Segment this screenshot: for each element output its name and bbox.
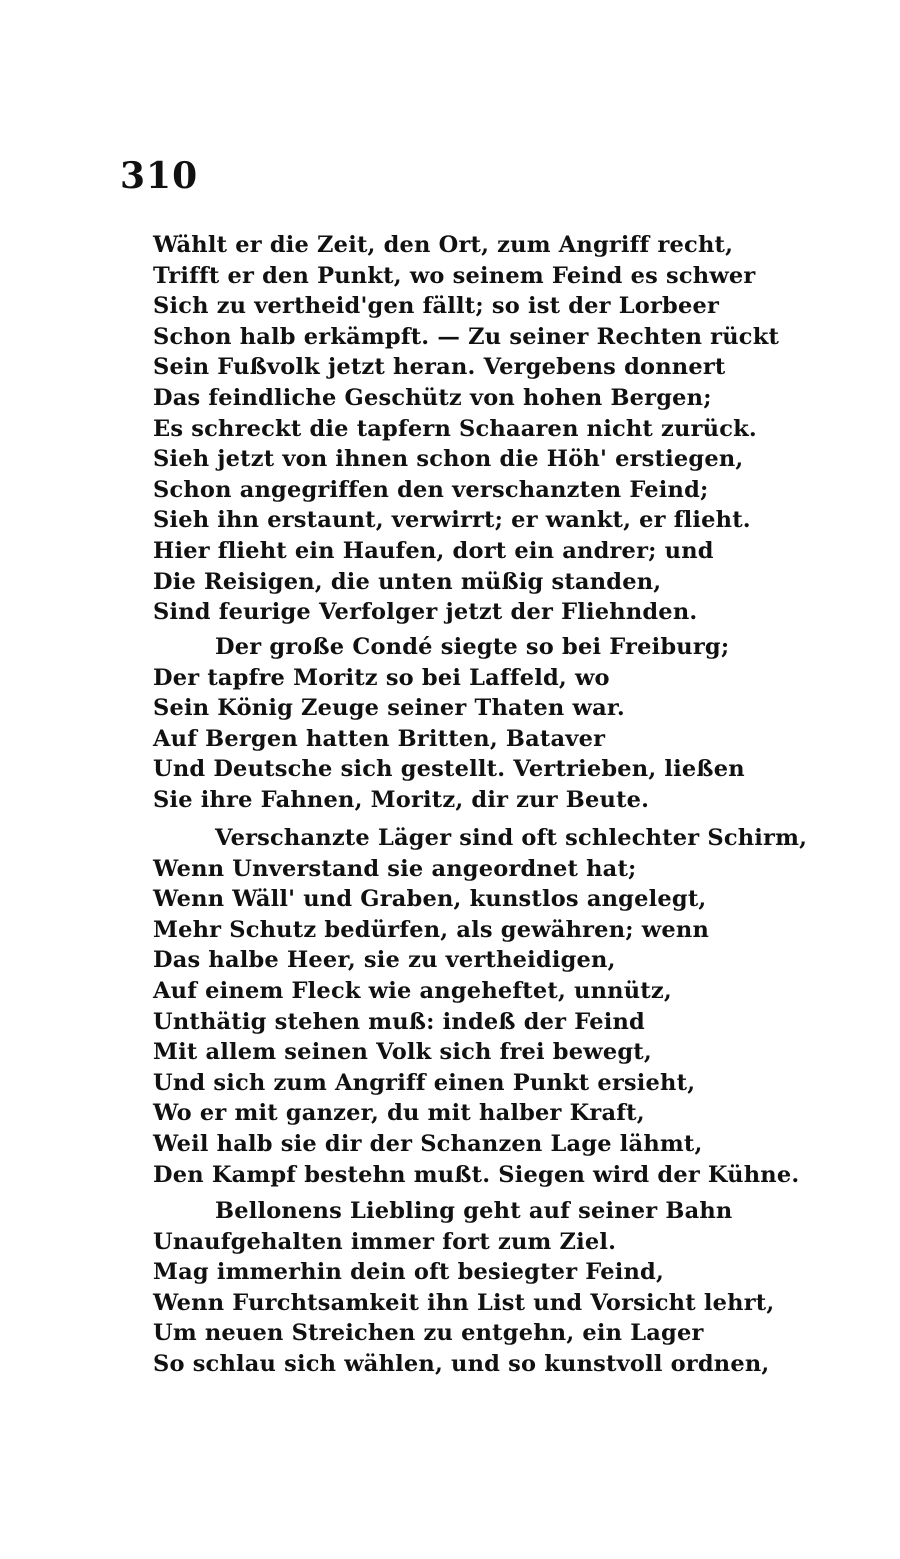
verse-line: Die Reisigen, die unten müßig standen, bbox=[153, 568, 662, 595]
verse-line: Mit allem seinen Volk sich frei bewegt, bbox=[153, 1039, 652, 1066]
verse-line: Hier flieht ein Haufen, dort ein andrer; und bbox=[153, 537, 714, 564]
verse-line: Trifft er den Punkt, wo seinem Feind es schwer bbox=[153, 262, 756, 289]
verse-line: Mehr Schutz bedürfen, als gewähren; wenn bbox=[153, 916, 709, 943]
verse-line: Schon halb erkämpft. — Zu seiner Rechten rückt bbox=[153, 323, 780, 350]
stanza-1 bbox=[153, 230, 779, 628]
verse-line: Wenn Furchtsamkeit ihn List und Vorsicht lehrt, bbox=[153, 1289, 775, 1316]
verse-line: Wählt er die Zeit, den Ort, zum Angriff recht, bbox=[153, 232, 734, 258]
verse-line: Sich zu vertheid'gen fällt; so ist der Lorbeer bbox=[153, 293, 720, 320]
verse-line: Und sich zum Angriff einen Punkt ersieht, bbox=[153, 1069, 696, 1096]
verse-line: Unthätig stehen muß: indeß der Feind bbox=[153, 1008, 645, 1035]
verse-line: Sein König Zeuge seiner Thaten war. bbox=[153, 695, 625, 722]
verse-line: Wo er mit ganzer, du mit halber Kraft, bbox=[153, 1100, 645, 1127]
stanza-2 bbox=[153, 632, 745, 816]
verse-line: Mag immerhin dein oft besiegter Feind, bbox=[153, 1259, 665, 1286]
verse-line: Verschanzte Läger sind oft schlechter Schirm, bbox=[215, 825, 808, 851]
verse-line: Den Kampf bestehn mußt. Siegen wird der Kühne. bbox=[153, 1161, 800, 1188]
verse-line: Unaufgehalten immer fort zum Ziel. bbox=[153, 1228, 617, 1255]
verse-line: Auf Bergen hatten Britten, Bataver bbox=[153, 725, 606, 752]
verse-line: Um neuen Streichen zu entgehn, ein Lager bbox=[153, 1320, 704, 1347]
verse-line: Sieh jetzt von ihnen schon die Höh' erstiegen, bbox=[153, 446, 744, 473]
verse-line: Bellonens Liebling geht auf seiner Bahn bbox=[215, 1198, 733, 1224]
verse-line: Der tapfre Moritz so bei Laffeld, wo bbox=[153, 664, 610, 691]
stanza-3 bbox=[153, 823, 807, 1190]
verse-line: Schon angegriffen den verschanzten Feind; bbox=[153, 476, 709, 503]
verse-line: Sieh ihn erstaunt, verwirrt; er wankt, er flieht. bbox=[153, 507, 751, 534]
verse-line: Und Deutsche sich gestellt. Vertrieben, ließen bbox=[153, 756, 745, 783]
page-number: 310 bbox=[120, 155, 199, 197]
verse-line: Es schreckt die tapfern Schaaren nicht zurück. bbox=[153, 415, 757, 442]
verse-line: Sie ihre Fahnen, Moritz, dir zur Beute. bbox=[153, 786, 650, 813]
verse-line: Das feindliche Geschütz von hohen Bergen; bbox=[153, 384, 712, 411]
verse-line: Auf einem Fleck wie angeheftet, unnütz, bbox=[153, 977, 672, 1004]
verse-line: Wenn Unverstand sie angeordnet hat; bbox=[153, 855, 637, 882]
stanza-4 bbox=[153, 1196, 774, 1380]
verse-line: Sein Fußvolk jetzt heran. Vergebens donnert bbox=[153, 354, 726, 381]
verse-line: Weil halb sie dir der Schanzen Lage lähmt, bbox=[153, 1130, 703, 1157]
verse-line: So schlau sich wählen, und so kunstvoll ordnen, bbox=[153, 1350, 770, 1377]
verse-line: Sind feurige Verfolger jetzt der Fliehnden. bbox=[153, 599, 698, 626]
verse-line: Das halbe Heer, sie zu vertheidigen, bbox=[153, 947, 616, 974]
verse-line: Wenn Wäll' und Graben, kunstlos angelegt, bbox=[153, 886, 707, 913]
verse-line: Der große Condé siegte so bei Freiburg; bbox=[215, 634, 730, 660]
